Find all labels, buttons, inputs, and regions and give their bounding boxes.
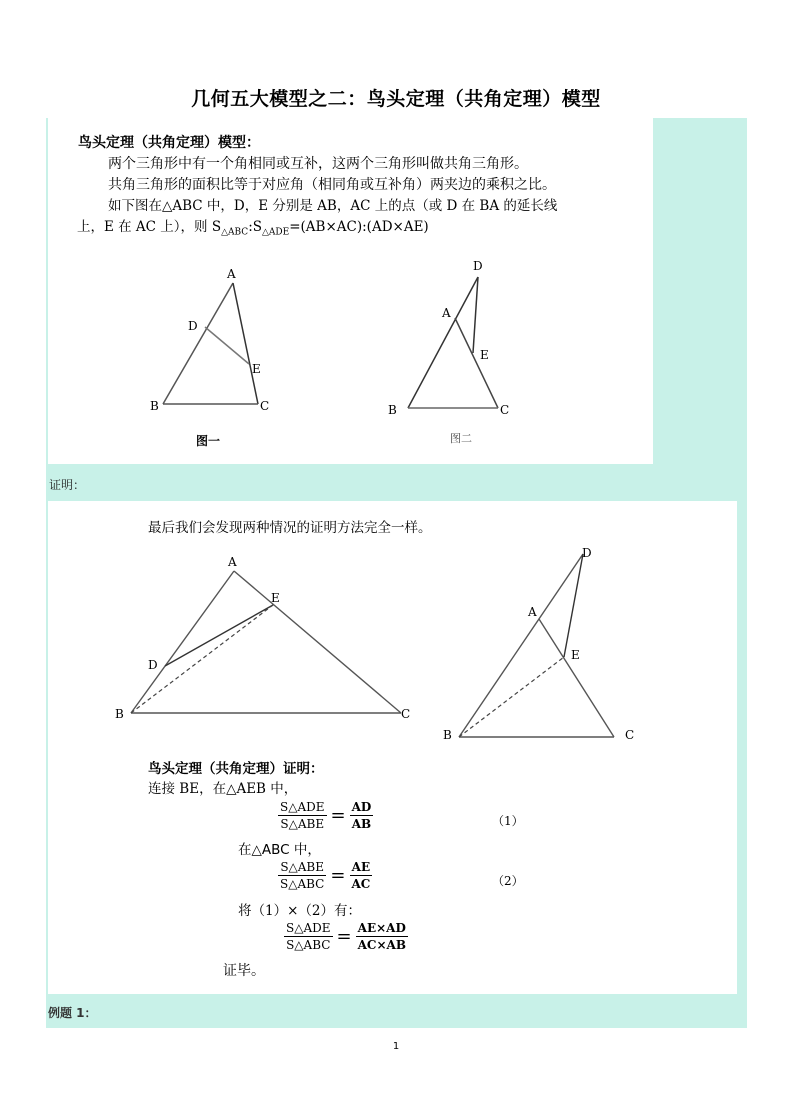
eq3-left-numerator: S△ADE [286, 921, 331, 935]
eq2-right-numerator: AE [351, 860, 371, 874]
figure-1-caption: 图一 [196, 434, 221, 448]
eq3-equals: = [336, 926, 352, 947]
eq1-left-denominator: S△ABE [280, 817, 325, 831]
eq2-right-fraction [349, 860, 372, 891]
eq3-left-fraction [284, 921, 333, 952]
subscript-abc: △ABC [221, 227, 249, 238]
proof-step-1: 连接 BE，在△AEB 中， [148, 781, 298, 797]
intro-heading: 鸟头定理（共角定理）模型： [78, 135, 260, 151]
equation-2 [278, 860, 372, 891]
intro-line-4-prefix: 上，E 在 AC 上），则 S [77, 219, 222, 235]
intro-line-4 [77, 217, 429, 244]
figure-2 [380, 255, 530, 425]
fig1-side-ab [163, 283, 233, 404]
pf2-side-bd [459, 554, 583, 737]
eq2-equals: = [330, 865, 346, 886]
pf1-segment-de [165, 605, 273, 666]
fig2-label-a: A [442, 306, 451, 320]
proof-note: 最后我们会发现两种情况的证明方法完全一样。 [148, 520, 432, 536]
fig1-segment-de [205, 327, 249, 364]
intro-line-4-suffix: =(AB×AC):(AD×AE) [289, 219, 429, 235]
eq3-right-denominator: AC×AB [357, 938, 406, 952]
eq1-left-numerator: S△ADE [280, 800, 325, 814]
fig1-label-c: C [260, 399, 270, 413]
fig1-label-d: D [188, 319, 198, 333]
equation-2-tag: （2） [492, 874, 524, 888]
fig2-label-e: E [480, 348, 489, 362]
page-number: 1 [392, 1041, 400, 1052]
proof-band-label: 证明： [49, 478, 86, 492]
fig2-label-d: D [473, 259, 483, 273]
fig1-label-b: B [150, 399, 159, 413]
eq3-left-denominator: S△ABC [286, 938, 331, 952]
proof-step-2: 在△ABC 中， [238, 842, 321, 858]
pf2-label-c: C [625, 728, 635, 742]
proof-end: 证毕。 [223, 963, 265, 979]
page-title: 几何五大模型之二：鸟头定理（共角定理）模型 [191, 88, 601, 110]
intro-line-1: 两个三角形中有一个角相同或互补，这两个三角形叫做共角三角形。 [108, 156, 528, 172]
equation-3 [284, 921, 408, 952]
pf1-label-b: B [115, 707, 124, 721]
pf2-dashed-be [459, 657, 564, 737]
figure-1 [140, 260, 290, 420]
fig1-label-e: E [252, 362, 261, 376]
pf1-label-d: D [148, 658, 158, 672]
eq1-equals: = [330, 805, 346, 826]
pf2-label-e: E [571, 648, 580, 662]
eq1-right-numerator: AD [351, 800, 372, 814]
pf1-side-ab [131, 571, 234, 713]
pf1-label-a: A [228, 555, 237, 569]
proof-figure-1 [105, 550, 425, 730]
intro-line-2: 共角三角形的面积比等于对应角（相同角或互补角）两夹边的乘积之比。 [108, 177, 556, 193]
eq2-left-denominator: S△ABC [280, 877, 325, 891]
proof-figure-2 [435, 543, 645, 748]
eq2-right-denominator: AC [351, 877, 371, 891]
eq3-right-fraction [356, 921, 408, 952]
pf1-label-c: C [401, 707, 411, 721]
fig2-segment-de [473, 277, 478, 353]
intro-line-4-mid: :S [248, 219, 262, 235]
fig2-label-c: C [500, 403, 510, 417]
intro-line-3: 如下图在△ABC 中，D，E 分别是 AB，AC 上的点（或 D 在 BA 的延长线 [108, 198, 558, 214]
subscript-ade: △ADE [262, 227, 290, 238]
eq1-right-denominator: AB [351, 817, 372, 831]
eq1-right-fraction [350, 800, 374, 831]
pf2-label-d: D [582, 546, 592, 560]
pf2-label-a: A [528, 605, 537, 619]
proof-heading: 鸟头定理（共角定理）证明： [148, 761, 324, 777]
eq3-right-numerator: AE×AD [357, 921, 406, 935]
eq1-left-fraction [278, 800, 327, 831]
example-band-label: 例题 1： [48, 1006, 97, 1020]
pf2-segment-de [564, 554, 583, 657]
pf1-label-e: E [271, 591, 280, 605]
equation-1 [278, 800, 373, 831]
fig2-label-b: B [388, 403, 397, 417]
equation-1-tag: （1） [492, 814, 524, 828]
pf1-side-ac [234, 571, 401, 713]
fig1-side-ac [233, 283, 258, 404]
eq2-left-fraction [278, 860, 326, 891]
fig1-label-a: A [227, 267, 236, 281]
figure-2-caption: 图二 [450, 432, 472, 445]
fig2-side-ac [455, 318, 498, 408]
proof-step-3: 将（1）×（2）有： [238, 903, 361, 919]
pf2-side-ac [539, 619, 614, 737]
pf2-label-b: B [443, 728, 452, 742]
eq2-left-numerator: S△ABE [280, 860, 325, 874]
